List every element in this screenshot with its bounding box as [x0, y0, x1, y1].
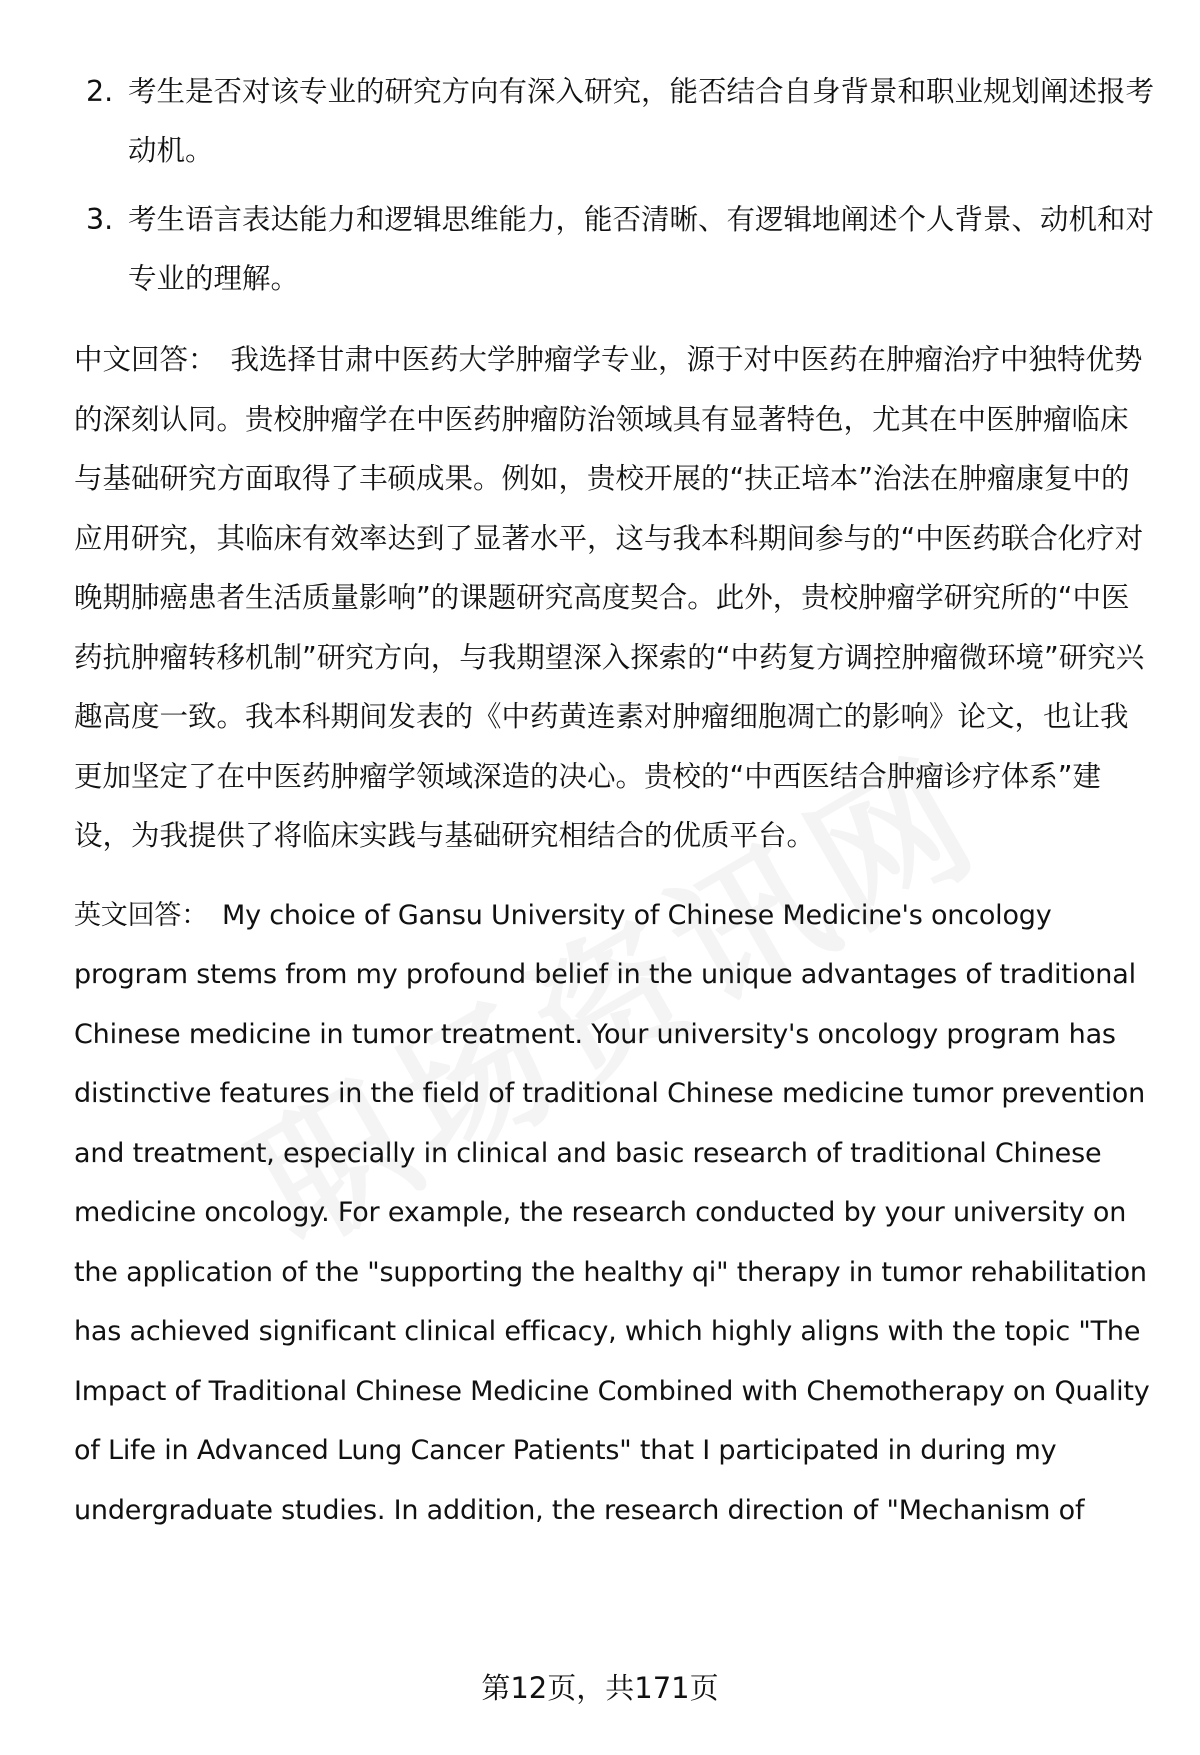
criteria-item [74, 62, 1156, 180]
chinese-answer-label: 中文回答： [74, 343, 217, 376]
criteria-number: 2. [86, 75, 114, 108]
english-answer-label: 英文回答： [74, 899, 208, 931]
page-number: 第12页，共171页 [481, 1671, 719, 1705]
criteria-item [74, 190, 1156, 308]
criteria-number: 3. [86, 203, 114, 236]
chinese-answer-text: 我选择甘肃中医药大学肿瘤学专业，源于对中医药在肿瘤治疗中独特优势的深刻认同。贵校肿瘤学在中医药肿瘤防治领域具有显著特色，尤其在中医肿瘤临床与基础研究方面取得了丰硕成果。例如，贵校开展的“扶正培本”治法在肿瘤康复中的应用研究，其临床有效率达到了显著水平，这与我本科期间参与的“中医药联合化疗对晚期肺癌患者生活质量影响”的课题研究高度契合。此外，贵校肿瘤学研究所的“中医药抗肿瘤转移机制”研究方向，与我期望深入探索的“中药复方调控肿瘤微环境”研究兴趣高度一致。我本科期间发表的《中药黄连素对肿瘤细胞凋亡的影响》论文，也让我更加坚定了在中医药肿瘤学领域深造的决心。贵校的“中西医结合肿瘤诊疗体系”建设，为我提供了将临床实践与基础研究相结合的优质平台。 [74, 343, 1145, 852]
page-content [74, 62, 1156, 1560]
criteria-list [74, 62, 1156, 308]
chinese-answer [74, 330, 1156, 866]
criteria-text: 考生语言表达能力和逻辑思维能力，能否清晰、有逻辑地阐述个人背景、动机和对专业的理解。 [128, 203, 1155, 295]
english-answer [74, 886, 1156, 1541]
criteria-text: 考生是否对该专业的研究方向有深入研究，能否结合自身背景和职业规划阐述报考动机。 [128, 75, 1155, 167]
english-answer-text: My choice of Gansu University of Chinese Medicine's oncology program stems from my profound belief in the unique advantages of traditional Chinese medicine in tumor treatment. Your university's oncology program has distinctive features in the field of traditional Chinese medicine tumor prevention and treatment, especially in clinical and basic research of traditional Chinese medicine oncology. For example, the research conducted by your university on the application of the "supporting the healthy qi" therapy in tumor rehabilitation has achieved significant clinical efficacy, which highly aligns with the topic "The Impact of Traditional Chinese Medicine Combined with Chemotherapy on Quality of Life in Advanced Lung Cancer Patients" that I participated in during my undergraduate studies. In addition, the research direction of "Mechanism of [74, 899, 1150, 1526]
